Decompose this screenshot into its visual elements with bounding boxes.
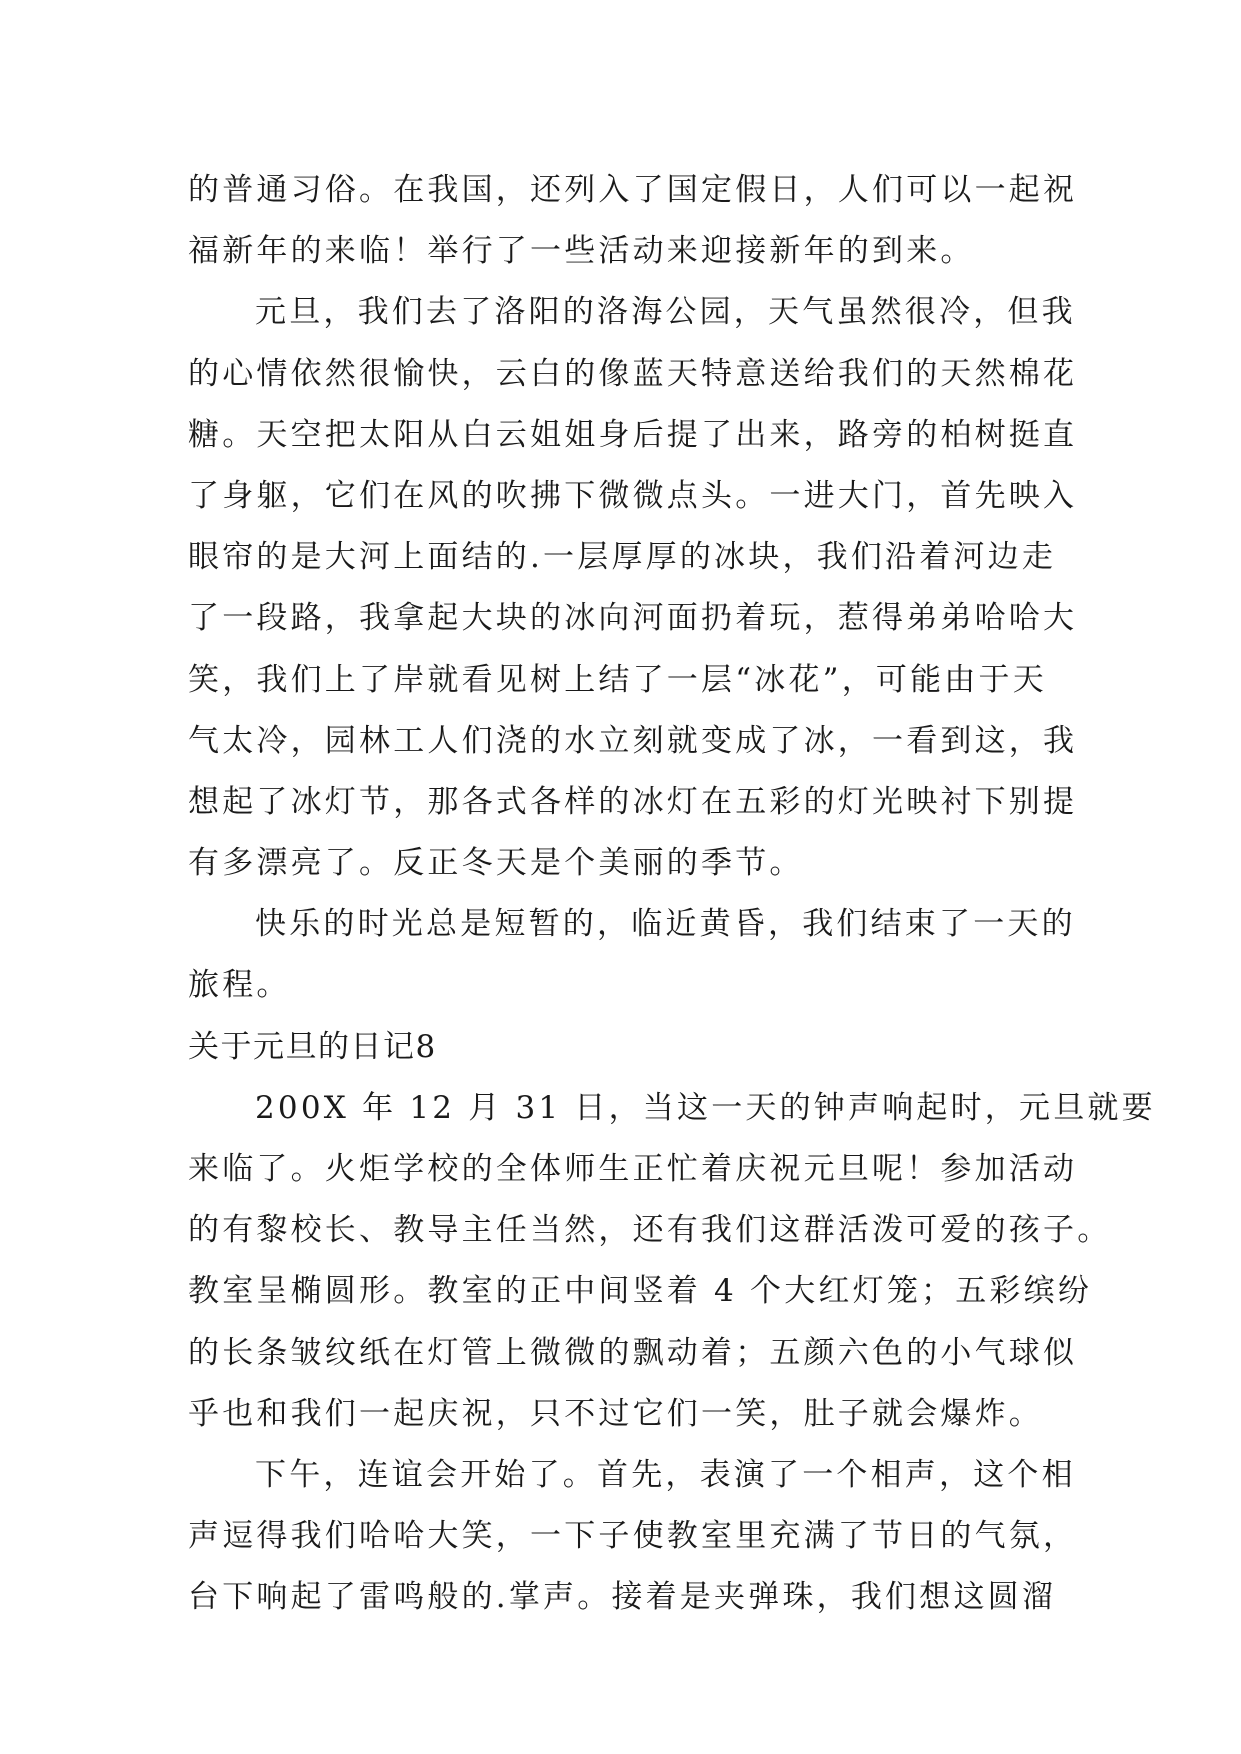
paragraph-start-line: 元旦，我们去了洛阳的洛海公园，天气虽然很冷，但我 [255, 294, 1076, 331]
text-line: 乎也和我们一起庆祝，只不过它们一笑，肚子就会爆炸。 [188, 1395, 1043, 1432]
text-line: 糖。天空把太阳从白云姐姐身后提了出来，路旁的柏树挺直 [188, 416, 1078, 453]
text-line: 声逗得我们哈哈大笑，一下子使教室里充满了节日的气氛， [188, 1518, 1078, 1555]
text-line: 有多漂亮了。反正冬天是个美丽的季节。 [188, 845, 804, 882]
text-line: 来临了。火炬学校的全体师生正忙着庆祝元旦呢！参加活动 [188, 1151, 1078, 1187]
section-heading: 关于元旦的日记8 [188, 1028, 437, 1065]
text-line: 的普通习俗。在我国，还列入了国定假日，人们可以一起祝 [188, 172, 1078, 208]
text-line: 教室呈椭圆形。教室的正中间竖着 4 个大红灯笼；五彩缤纷 [188, 1273, 1093, 1310]
document-body [188, 160, 1156, 1629]
text-line: 了身躯，它们在风的吹拂下微微点头。一进大门，首先映入 [188, 477, 1078, 514]
text-line: 的有黎校长、教导主任当然，还有我们这群活泼可爱的孩子。 [188, 1212, 1112, 1249]
paragraph-start-line: 下午，连谊会开始了。首先，表演了一个相声，这个相 [255, 1456, 1076, 1493]
text-line: 旅程。 [188, 967, 291, 1004]
text-line: 了一段路，我拿起大块的冰向河面扔着玩，惹得弟弟哈哈大 [188, 600, 1078, 637]
text-line: 眼帘的是大河上面结的.一层厚厚的冰块，我们沿着河边走 [188, 539, 1057, 576]
paragraph-start-line: 200X 年 12 月 31 日，当这一天的钟声响起时，元旦就要 [255, 1089, 1156, 1126]
text-line: 气太冷，园林工人们浇的水立刻就变成了冰，一看到这，我 [188, 722, 1078, 759]
text-line: 想起了冰灯节，那各式各样的冰灯在五彩的灯光映衬下别提 [188, 783, 1078, 820]
text-line: 台下响起了雷鸣般的.掌声。接着是夹弹珠，我们想这圆溜 [188, 1579, 1057, 1616]
text-line: 笑，我们上了岸就看见树上结了一层“冰花”，可能由于天 [188, 661, 1047, 698]
text-line: 的心情依然很愉快，云白的像蓝天特意送给我们的天然棉花 [188, 355, 1078, 392]
text-line: 的长条皱纹纸在灯管上微微的飘动着；五颜六色的小气球似 [188, 1334, 1078, 1371]
paragraph-start-line: 快乐的时光总是短暂的，临近黄昏，我们结束了一天的 [255, 906, 1076, 943]
text-line: 福新年的来临！举行了一些活动来迎接新年的到来。 [188, 233, 975, 270]
